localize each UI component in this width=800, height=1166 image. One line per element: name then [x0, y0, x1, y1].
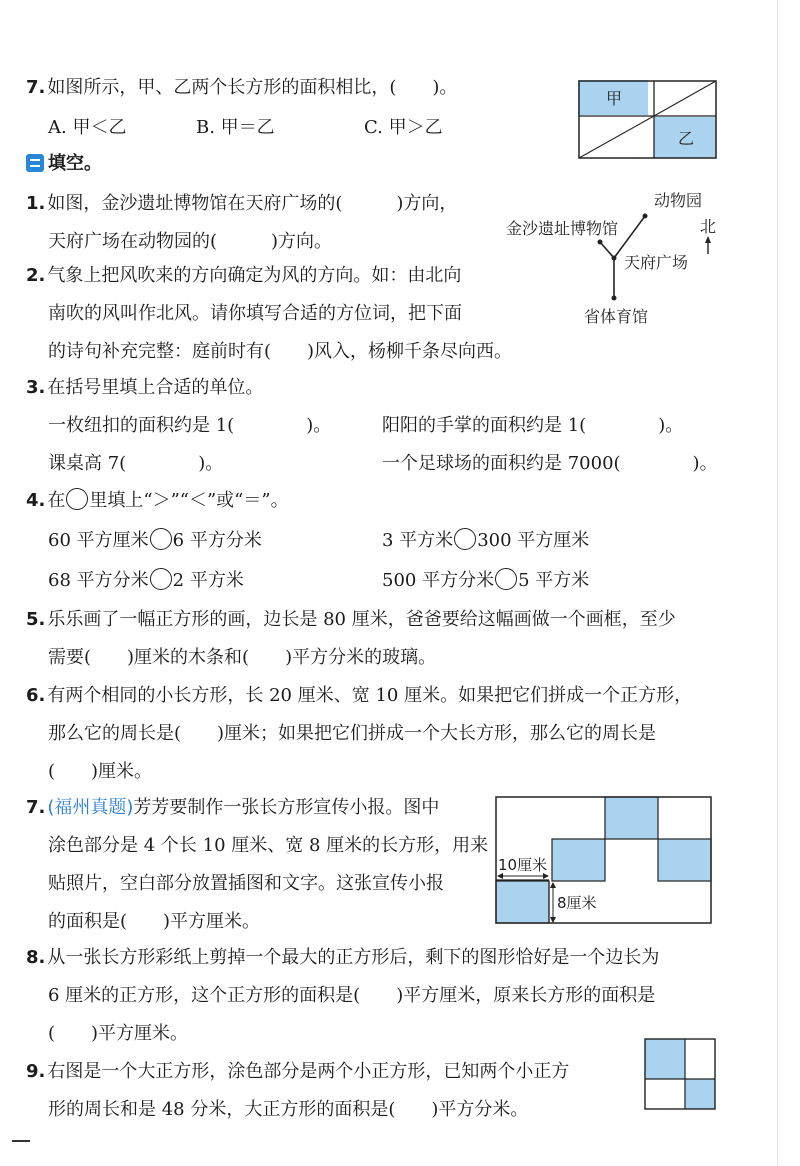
question-number: 4. — [26, 490, 46, 511]
wid-label: 8厘米 — [557, 894, 597, 912]
q7b-line-4: 的面积是( )平方厘米。 — [48, 911, 261, 932]
q3-item-1: 一枚纽扣的面积约是 1( )。 — [48, 415, 332, 436]
q1-direction-map — [500, 186, 740, 332]
section-two-icon — [26, 154, 44, 172]
q4-item-1: 60 平方厘米 6 平方分米 — [48, 530, 262, 551]
section-heading — [26, 152, 102, 176]
question-text: 如图所示，甲、乙两个长方形的面积相比，( )。 — [47, 77, 458, 98]
q6-line-2: 那么它的周长是( )厘米；如果把它们拼成一个大长方形，那么它的周长是 — [48, 723, 657, 744]
q4-item-3: 68 平方分米 2 平方米 — [48, 570, 244, 591]
question-number: 7. — [26, 797, 46, 818]
map-label-square: 天府广场 — [624, 253, 689, 272]
q7a-stem — [26, 76, 457, 100]
photo-rect — [658, 839, 711, 881]
page-edge-divider — [777, 0, 778, 1166]
q8-line-2: 6 厘米的正方形，这个正方形的面积是( )平方厘米，原来长方形的面积是 — [48, 985, 656, 1006]
photo-rect — [496, 881, 549, 923]
q4-stem: 4. 在 里填上“＞”“＜”或“＝”。 — [26, 490, 289, 511]
compare-circle[interactable] — [454, 528, 476, 550]
q7a-option-a[interactable]: A. 甲＜乙 — [48, 117, 127, 138]
photo-rect — [605, 797, 658, 839]
q6-line-1: 6. 有两个相同的小长方形，长 20 厘米、宽 10 厘米。如果把它们拼成一个正方形， — [26, 685, 693, 706]
q8-line-1: 8. 从一张长方形彩纸上剪掉一个最大的正方形后，剩下的图形恰好是一个边长为 — [26, 947, 660, 968]
north-arrowhead-icon — [705, 236, 711, 243]
question-number: 8. — [26, 947, 46, 968]
big-shaded-square — [645, 1039, 685, 1079]
q3-item-3: 课桌高 7( )。 — [48, 453, 224, 474]
q4-item-2: 3 平方米 300 平方厘米 — [382, 530, 590, 551]
q5-line-2: 需要( )厘米的木条和( )平方分米的玻璃。 — [48, 647, 437, 668]
label-jia: 甲 — [606, 89, 623, 108]
small-shaded-square — [685, 1079, 715, 1109]
q3-item-4: 一个足球场的面积约是 7000( )。 — [382, 453, 718, 474]
q9-line-1: 9. 右图是一个大正方形，涂色部分是两个小正方形，已知两个小正方 — [26, 1061, 570, 1082]
photo-rect — [552, 839, 605, 881]
q7b-poster-figure — [494, 796, 716, 926]
q7a-option-b[interactable]: B. 甲＝乙 — [196, 117, 275, 138]
question-number: 7. — [26, 77, 46, 98]
q2-line-3: 的诗句补充完整：庭前时有( )风入，杨柳千条尽向西。 — [48, 341, 513, 362]
q8-line-3: ( )平方厘米。 — [48, 1023, 189, 1044]
compare-circle[interactable] — [150, 528, 172, 550]
question-number: 3. — [26, 377, 46, 398]
q7b-line-2: 涂色部分是 4 个长 10 厘米、宽 8 厘米的长方形，用来 — [48, 835, 489, 856]
len-label: 10厘米 — [498, 856, 548, 874]
q9-square-figure — [644, 1038, 716, 1110]
map-label-stadium: 省体育馆 — [584, 307, 649, 326]
map-label-north: 北 — [700, 217, 717, 236]
q7a-figure — [578, 80, 718, 160]
label-yi: 乙 — [678, 129, 695, 148]
q2-line-1: 2. 气象上把风吹来的方向确定为风的方向。如：由北向 — [26, 265, 462, 286]
q3-stem: 3. 在括号里填上合适的单位。 — [26, 377, 264, 398]
map-label-museum: 金沙遗址博物馆 — [506, 219, 619, 238]
compare-circle[interactable] — [150, 568, 172, 590]
question-number: 6. — [26, 685, 46, 706]
map-label-zoo: 动物园 — [654, 191, 703, 210]
question-number: 2. — [26, 265, 46, 286]
q3-item-2: 阳阳的手掌的面积约是 1( )。 — [382, 415, 684, 436]
q7a-option-c[interactable]: C. 甲＞乙 — [364, 117, 443, 138]
source-tag: (福州真题) — [47, 797, 134, 818]
q1-line-2: 天府广场在动物园的( )方向。 — [48, 231, 333, 252]
q1-line-1: 1. 如图，金沙遗址博物馆在天府广场的( )方向， — [26, 193, 458, 214]
q9-line-2: 形的周长和是 48 分米，大正方形的面积是( )平方分米。 — [48, 1099, 529, 1120]
circle-blank-icon — [66, 488, 88, 510]
footer-rule — [12, 1140, 30, 1142]
question-number: 9. — [26, 1061, 46, 1082]
section-title: 填空。 — [48, 153, 102, 174]
q5-line-1: 5. 乐乐画了一幅正方形的画，边长是 80 厘米，爸爸要给这幅画做一个画框，至少 — [26, 609, 676, 630]
q7b-line-1: 7. (福州真题)芳芳要制作一张长方形宣传小报。图中 — [26, 797, 440, 818]
compare-circle[interactable] — [495, 568, 517, 590]
q7b-line-3: 贴照片，空白部分放置插图和文字。这张宣传小报 — [48, 873, 444, 894]
question-number: 1. — [26, 193, 46, 214]
q4-item-4: 500 平方分米 5 平方米 — [382, 570, 590, 591]
question-number: 5. — [26, 609, 46, 630]
q6-line-3: ( )厘米。 — [48, 761, 153, 782]
q2-line-2: 南吹的风叫作北风。请你填写合适的方位词，把下面 — [48, 303, 462, 324]
